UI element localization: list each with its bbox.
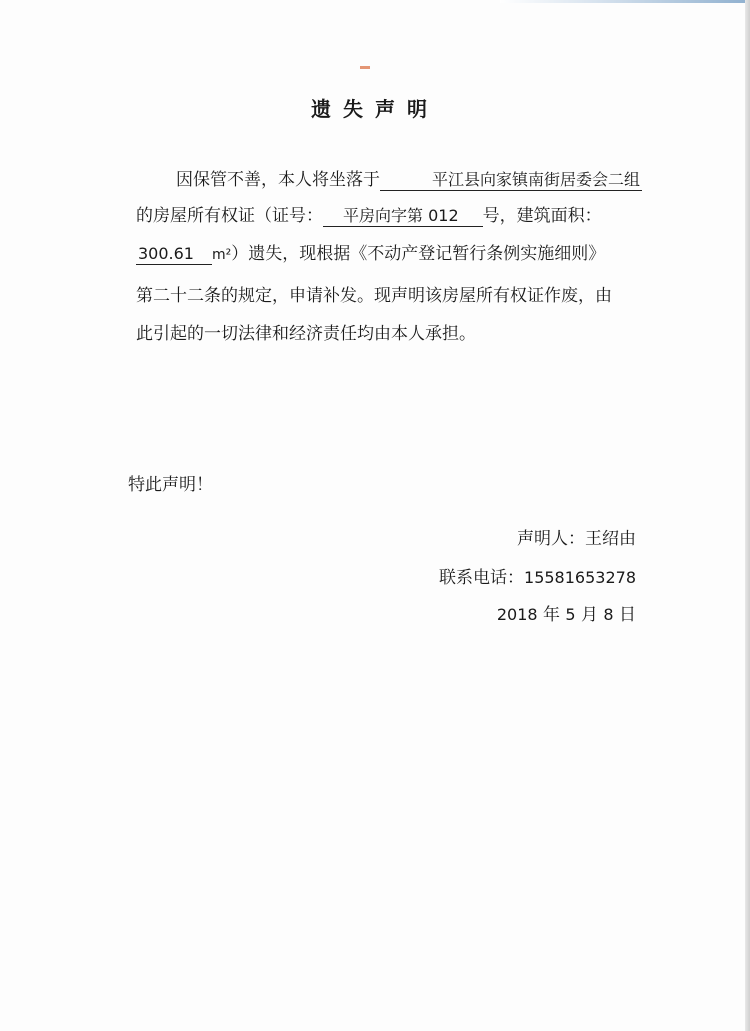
date-month: 5 <box>565 605 576 624</box>
body-line-2 <box>136 206 651 227</box>
address-field: 平江县向家镇南街居委会二组 <box>380 170 642 191</box>
declarant-name: 王绍由 <box>585 529 636 549</box>
phone-line <box>439 563 636 588</box>
document-title: 遗失声明 <box>311 97 439 121</box>
ink-mark <box>360 66 370 69</box>
scan-edge-top <box>500 0 750 3</box>
body-line-4: 第二十二条的规定，申请补发。现声明该房屋所有权证作废，由 <box>136 286 612 306</box>
date-day-char: 日 <box>619 605 636 625</box>
date-line <box>497 600 636 625</box>
phone-label: 联系电话： <box>439 568 525 588</box>
line2-suffix: 号，建筑面积： <box>482 206 602 226</box>
closing-statement: 特此声明！ <box>128 475 213 495</box>
area-unit: m² <box>211 247 232 263</box>
date-year: 2018 <box>496 605 538 624</box>
declarant-line <box>517 524 636 549</box>
body-line-1 <box>136 170 651 191</box>
line1-prefix: 因保管不善，本人将坐落于 <box>176 170 380 190</box>
area-field: 300.61 <box>136 244 212 265</box>
date-year-char: 年 <box>543 605 560 625</box>
date-day: 8 <box>603 605 614 624</box>
date-month-char: 月 <box>581 605 598 625</box>
phone-number: 15581653278 <box>524 568 636 587</box>
scan-edge-right <box>745 0 750 1031</box>
body-line-3 <box>136 244 651 265</box>
body-line-5: 此引起的一切法律和经济责任均由本人承担。 <box>136 324 476 344</box>
declarant-label: 声明人： <box>517 529 585 549</box>
line3-suffix: ）遗失，现根据《不动产登记暂行条例实施细则》 <box>231 244 606 264</box>
line2-prefix: 的房屋所有权证（证号： <box>136 206 323 226</box>
cert-number-field: 平房向字第 012 <box>323 206 483 227</box>
